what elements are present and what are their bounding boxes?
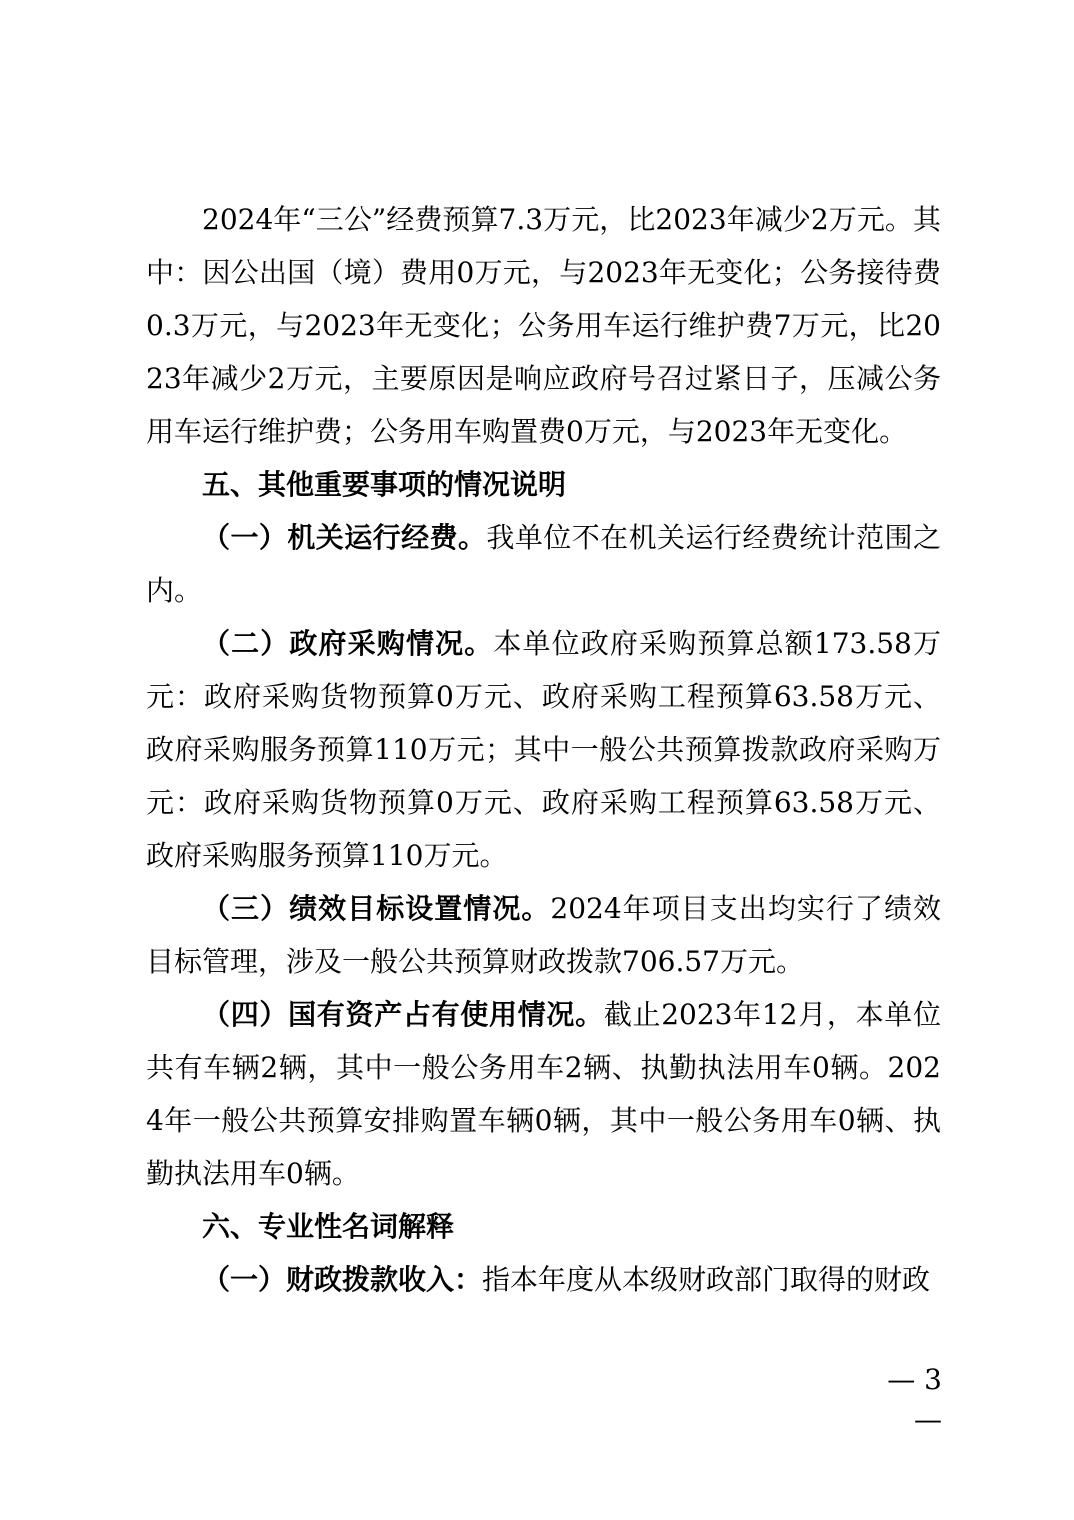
paragraph-lead: （一）财政拨款收入： (202, 1263, 483, 1296)
section-heading-other-matters: 五、其他重要事项的情况说明 (202, 468, 567, 501)
paragraph-state-assets (146, 988, 941, 1200)
paragraph-text: 2024年“三公”经费预算7.3万元，比2023年减少2万元。其中：因公出国（境）费用0万元，与2023年无变化；公务接待费0.3万元，与2023年无变化；公务用车运行维护费7万元，比2023年减少2万元，主要原因是响应政府号召过紧日子，压减公务用车运行维护费；公务用车购置费0万元，与2023年无变化。 (146, 203, 941, 448)
paragraph-three-public-budget (146, 193, 941, 458)
paragraph-performance-targets (146, 882, 941, 988)
paragraph-lead: （四）国有资产占有使用情况。 (202, 998, 604, 1031)
paragraph-lead: （三）绩效目标设置情况。 (202, 892, 551, 925)
paragraph-fiscal-appropriation-income (146, 1253, 941, 1306)
section-heading-glossary: 六、专业性名词解释 (202, 1210, 455, 1243)
paragraph-text: 本单位政府采购预算总额173.58万元：政府采购货物预算0万元、政府采购工程预算63.58万元、政府采购服务预算110万元；其中一般公共预算拨款政府采购万元：政府采购货物预算0万元、政府采购工程预算63.58万元、政府采购服务预算110万元。 (146, 627, 941, 872)
paragraph-operating-expenses (146, 511, 941, 617)
paragraph-lead: （二）政府采购情况。 (202, 627, 494, 660)
paragraph-government-procurement (146, 617, 941, 882)
document-body (146, 193, 941, 1306)
paragraph-text: 2024年项目支出均实行了绩效目标管理，涉及一般公共预算财政拨款706.57万元。 (146, 892, 941, 978)
page-number: — 3 — (887, 1363, 942, 1436)
paragraph-lead: （一）机关运行经费。 (202, 521, 487, 554)
paragraph-text: 截止2023年12月，本单位共有车辆2辆，其中一般公务用车2辆、执勤执法用车0辆。2024年一般公共预算安排购置车辆0辆，其中一般公务用车0辆、执勤执法用车0辆。 (146, 998, 941, 1190)
paragraph-text: 指本年度从本级财政部门取得的财政 (482, 1263, 931, 1296)
paragraph-text: 我单位不在机关运行经费统计范围之内。 (146, 521, 941, 607)
